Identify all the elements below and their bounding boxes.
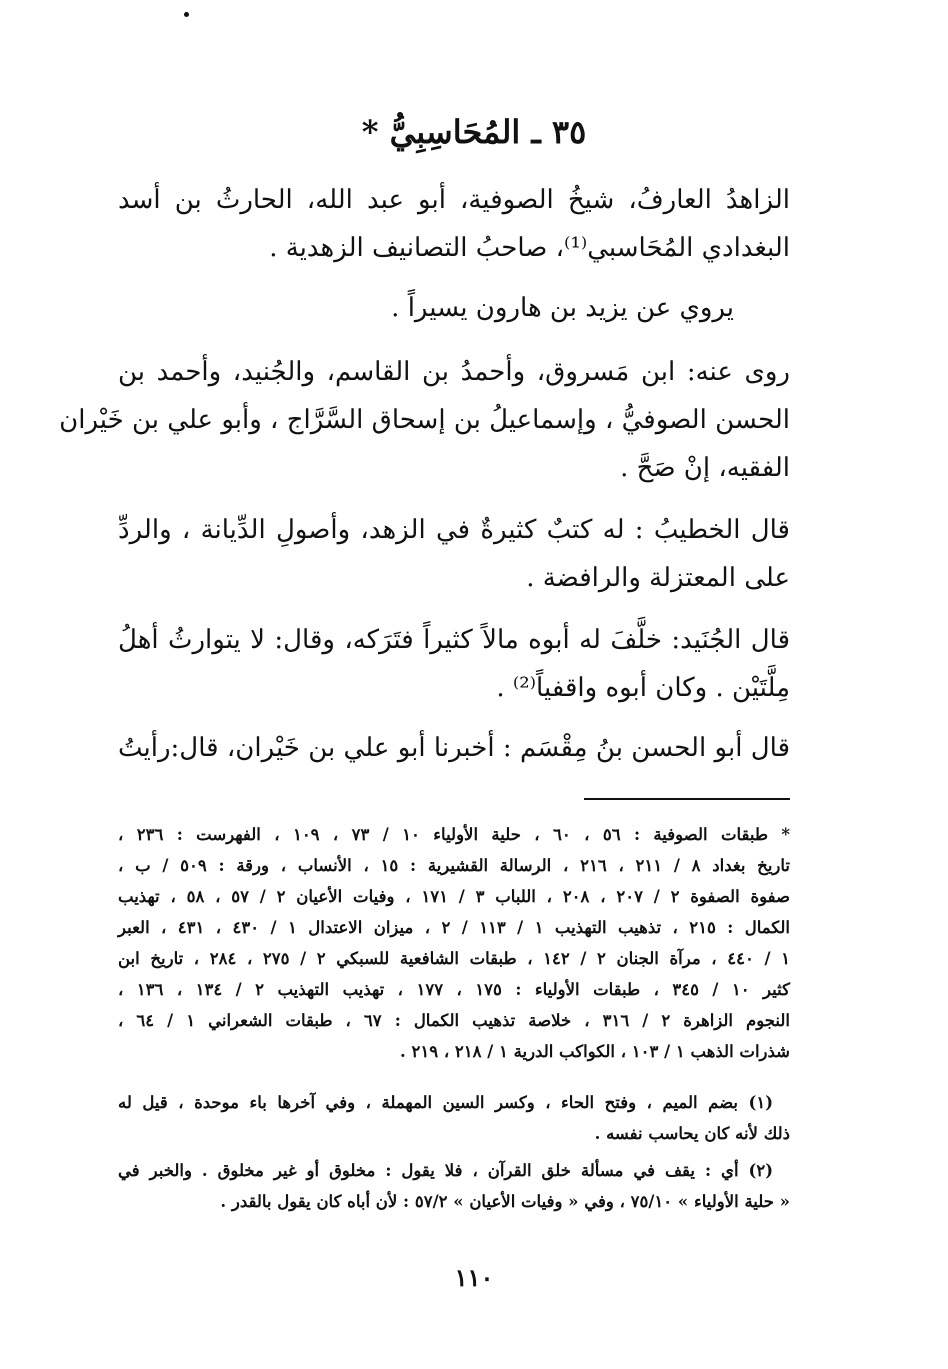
footnote-line-8: شذرات الذهب ١ / ١٠٣ ، الكواكب الدرية ١ / ٢١٨ ، ٢١٩ . [399,1042,790,1061]
body-line-11: قال أبو الحسن بنُ مِقْسَم : أخبرنا أبو علي بن خَيْران، قال:رأيتُ [118,733,790,763]
footnote-line-7: النجوم الزاهرة ٢ / ٣١٦ ، خلاصة تذهيب الكمال : ٦٧ ، طبقات الشعراني ١ / ٦٤ ، [118,1011,791,1030]
footnote-separator [584,798,790,800]
chapter-title: ٣٥ ـ المُحَاسِبِيُّ * [361,113,587,151]
body-line-9: قال الجُنَيد: خلَّفَ له أبوه مالاً كثيراً فتَرَكه، وقال: لا يتوارثُ أهلُ [118,625,790,655]
body-line-3: يروي عن يزيد بن هارون يسيراً . [391,293,734,323]
page-number: ١١٠ [454,1263,494,1292]
body-line-7: قال الخطيبُ : له كتبٌ كثيرةٌ في الزهد، وأصولِ الدِّيانة ، والردِّ [118,515,790,545]
ink-dot [184,12,189,17]
footnote-1-line-1: (١) بضم الميم ، وفتح الحاء ، وكسر السين المهملة ، وفي آخرها باء موحدة ، قيل له [118,1093,773,1112]
footnote-line-4: الكمال : ٢١٥ ، تذهيب التهذيب ١ / ١١٣ / ٢ ، ميزان الاعتدال ١ / ٤٣٠ ، ٤٣١ ، العبر [118,918,791,937]
footnote-line-2: تاريخ بغداد ٨ / ٢١١ ، ٢١٦ ، الرسالة القشيرية : ١٥ ، الأنساب ، ورقة : ٥٠٩ / ب ، [118,856,791,875]
footnote-2-line-1: (٢) أي : يقف في مسألة خلق القرآن ، فلا يقول : مخلوق أو غير مخلوق . والخبر في [118,1161,773,1180]
body-line-2: البغدادي المُحَاسبي⁽¹⁾، صاحبُ التصانيف الزهدية . [269,233,790,263]
footnote-1-line-2: ذلك لأنه كان يحاسب نفسه . [594,1124,790,1143]
footnote-line-5: ١ / ٤٤٠ ، مرآة الجنان ٢ / ١٤٢ ، طبقات الشافعية للسبكي ٢ / ٢٧٥ ، ٢٨٤ ، تاريخ ابن [118,949,790,968]
body-line-8: على المعتزلة والرافضة . [526,563,790,593]
body-line-10: مِلَّتَيْن . وكان أبوه واقفياً⁽²⁾ . [496,673,790,703]
footnote-2-line-2: « حلية الأولياء » ٧٥/١٠ ، وفي « وفيات الأعيان » ٥٧/٢ : لأن أباه كان يقول بالقدر . [220,1192,790,1211]
footnote-line-6: كثير ١٠ / ٣٤٥ ، طبقات الأولياء : ١٧٥ ، ١٧٧ ، تهذيب التهذيب ٢ / ١٣٤ ، ١٣٦ ، [118,980,790,999]
body-line-5: الحسن الصوفيُّ ، وإسماعيلُ بن إسحاق السَّرَّاج ، وأبو علي بن خَيْران [59,405,790,435]
body-line-6: الفقيه، إنْ صَحَّ . [620,453,790,483]
body-line-4: روى عنه: ابن مَسروق، وأحمدُ بن القاسم، والجُنيد، وأحمد بن [118,357,790,387]
body-line-1: الزاهدُ العارفُ، شيخُ الصوفية، أبو عبد الله، الحارثُ بن أسد [118,185,790,215]
footnote-line-1: * طبقات الصوفية : ٥٦ ، ٦٠ ، حلية الأولياء ١٠ / ٧٣ ، ١٠٩ ، الفهرست : ٢٣٦ ، [118,825,790,844]
footnote-line-3: صفوة الصفوة ٢ / ٢٠٧ ، ٢٠٨ ، اللباب ٣ / ١٧١ ، وفيات الأعيان ٢ / ٥٧ ، ٥٨ ، تهذيب [118,887,790,906]
